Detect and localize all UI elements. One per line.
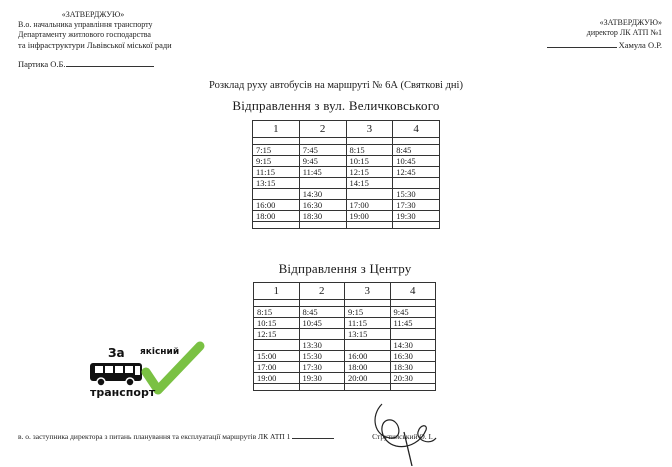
departure-time-cell: 11:45 — [390, 318, 436, 329]
departure-time-cell: 20:00 — [345, 373, 391, 384]
table-row — [253, 167, 440, 178]
departure-time-cell: 15:00 — [254, 351, 300, 362]
departure-time-cell: 12:45 — [393, 167, 440, 178]
departure-time-cell: 18:30 — [390, 362, 436, 373]
departure-time-cell: 16:30 — [390, 351, 436, 362]
departure-time-cell: 7:45 — [299, 145, 346, 156]
departure-time-cell: 13:15 — [253, 178, 300, 189]
spacer-row — [254, 384, 436, 391]
departure-time-cell — [390, 329, 436, 340]
departure-time-cell: 8:15 — [254, 307, 300, 318]
column-header: 3 — [345, 283, 391, 300]
section-title-velychkovskoho: Відправлення з вул. Величковського — [232, 98, 440, 113]
departure-time-cell: 15:30 — [393, 189, 440, 200]
table-row — [253, 189, 440, 200]
departure-time-cell: 19:00 — [346, 211, 393, 222]
footer-name: Струтинський О. І. — [372, 432, 433, 441]
departure-time-cell — [299, 329, 345, 340]
table-row — [254, 318, 436, 329]
departure-time-cell: 8:45 — [393, 145, 440, 156]
departure-time-cell: 14:30 — [299, 189, 346, 200]
table-row — [254, 340, 436, 351]
table-row — [254, 351, 436, 362]
signature-line — [292, 431, 334, 439]
footer-signoff — [18, 431, 433, 441]
departure-time-cell: 15:30 — [299, 351, 345, 362]
column-header: 1 — [254, 283, 300, 300]
departure-time-cell: 20:30 — [390, 373, 436, 384]
departure-time-cell: 17:00 — [254, 362, 300, 373]
table-row — [254, 329, 436, 340]
table-row — [254, 307, 436, 318]
logo-text-za: За — [108, 346, 125, 360]
approval-line: В.о. начальника управління транспорту — [18, 20, 153, 29]
departure-time-cell: 19:30 — [393, 211, 440, 222]
column-header: 2 — [299, 121, 346, 138]
table-row — [253, 211, 440, 222]
signature-line — [66, 58, 154, 67]
departure-time-cell: 13:15 — [345, 329, 391, 340]
signer-name: Хамула О.Р. — [618, 40, 662, 50]
departure-time-cell: 14:30 — [390, 340, 436, 351]
departure-time-cell — [393, 178, 440, 189]
departure-time-cell: 16:30 — [299, 200, 346, 211]
departure-time-cell: 8:45 — [299, 307, 345, 318]
departure-time-cell: 9:15 — [253, 156, 300, 167]
departure-time-cell: 18:00 — [345, 362, 391, 373]
departure-time-cell — [345, 340, 391, 351]
logo-text-yakisnyi: якісний — [140, 347, 180, 357]
departure-time-cell: 9:45 — [299, 156, 346, 167]
section-title-centre: Відправлення з Центру — [278, 261, 412, 276]
departure-time-cell: 10:45 — [299, 318, 345, 329]
approval-title: «ЗАТВЕРДЖУЮ» — [599, 18, 662, 27]
spacer-row — [254, 300, 436, 307]
departure-time-cell: 17:00 — [346, 200, 393, 211]
table-header-row — [254, 283, 436, 300]
departure-time-cell: 8:15 — [346, 145, 393, 156]
departure-time-cell: 12:15 — [346, 167, 393, 178]
schedule-table-centre — [253, 282, 436, 391]
approval-block-right — [492, 18, 662, 50]
approval-line: директор ЛК АТП №1 — [586, 28, 662, 37]
signature-line — [547, 39, 617, 48]
signer-name: Партика О.Б. — [18, 59, 66, 69]
departure-time-cell: 7:15 — [253, 145, 300, 156]
table-header-row — [253, 121, 440, 138]
approval-title: «ЗАТВЕРДЖУЮ» — [61, 10, 125, 19]
column-header: 4 — [393, 121, 440, 138]
departure-time-cell — [253, 189, 300, 200]
column-header: 2 — [299, 283, 345, 300]
departure-time-cell — [346, 189, 393, 200]
spacer-row — [253, 138, 440, 145]
column-header: 3 — [346, 121, 393, 138]
departure-time-cell: 18:30 — [299, 211, 346, 222]
departure-time-cell: 10:45 — [393, 156, 440, 167]
departure-time-cell: 17:30 — [299, 362, 345, 373]
approval-block-left — [18, 10, 228, 50]
departure-time-cell — [299, 178, 346, 189]
departure-time-cell: 9:45 — [390, 307, 436, 318]
departure-time-cell: 10:15 — [254, 318, 300, 329]
document-title: Розклад руху автобусів на маршруті № 6А (Святкові дні) — [209, 80, 463, 91]
departure-time-cell: 12:15 — [254, 329, 300, 340]
column-header: 1 — [253, 121, 300, 138]
departure-time-cell: 16:00 — [345, 351, 391, 362]
departure-time-cell: 19:30 — [299, 373, 345, 384]
approval-line: та інфраструктури Львівської міської ради — [18, 40, 172, 50]
departure-time-cell — [254, 340, 300, 351]
departure-time-cell: 16:00 — [253, 200, 300, 211]
departure-time-cell: 19:00 — [254, 373, 300, 384]
approval-signer-left — [18, 58, 154, 69]
departure-time-cell: 11:45 — [299, 167, 346, 178]
departure-time-cell: 18:00 — [253, 211, 300, 222]
table-row — [254, 362, 436, 373]
spacer-row — [253, 222, 440, 229]
schedule-table-velychkovskoho — [252, 120, 440, 229]
logo-text-transport: транспорт — [90, 386, 156, 399]
departure-time-cell: 17:30 — [393, 200, 440, 211]
departure-time-cell: 11:15 — [345, 318, 391, 329]
table-row — [253, 156, 440, 167]
column-header: 4 — [390, 283, 436, 300]
departure-time-cell: 13:30 — [299, 340, 345, 351]
departure-time-cell: 14:15 — [346, 178, 393, 189]
approval-line: Департаменту житлового господарства — [18, 30, 151, 39]
departure-time-cell: 10:15 — [346, 156, 393, 167]
departure-time-cell: 11:15 — [253, 167, 300, 178]
table-row — [253, 145, 440, 156]
departure-time-cell: 9:15 — [345, 307, 391, 318]
table-row — [253, 178, 440, 189]
table-row — [254, 373, 436, 384]
footer-position: в. о. заступника директора з питань планування та експлуатації маршрутів ЛК АТП 1 — [18, 432, 291, 441]
quality-transport-logo — [88, 340, 213, 410]
table-row — [253, 200, 440, 211]
